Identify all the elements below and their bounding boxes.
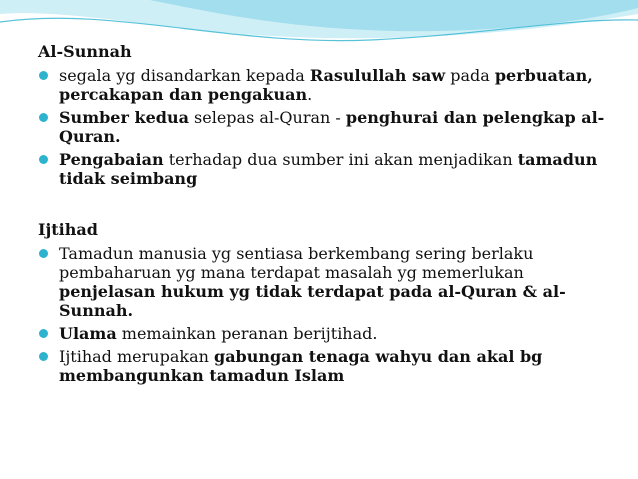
- bold-text: tamadun tidak seimbang: [59, 150, 598, 188]
- bold-text: gabungan tenaga wahyu dan akal bg membangunkan tamadun Islam: [59, 347, 543, 385]
- bullet-dot-icon: [39, 329, 48, 338]
- bullet-dot-icon: [39, 113, 48, 122]
- bullet-item: [38, 324, 623, 343]
- bullet-dot-icon: [39, 249, 48, 258]
- bullet-item: [38, 108, 623, 146]
- body-text: Ijtihad merupakan: [59, 347, 214, 366]
- body-text: pada: [445, 66, 495, 85]
- body-text: Tamadun manusia yg sentiasa berkembang sering berlaku pembaharuan yg mana terdapat masalah yg memerlukan: [59, 244, 534, 282]
- body-text: selepas al-Quran -: [188, 108, 346, 127]
- bold-text: perbuatan, percakapan dan pengakuan: [59, 66, 593, 104]
- bold-text: Sumber kedua: [59, 108, 189, 127]
- bullet-item: [38, 150, 623, 188]
- bullet-dot-icon: [39, 71, 48, 80]
- heading-ijtihad: Ijtihad: [38, 220, 98, 239]
- ijtihad-list: [38, 244, 623, 385]
- body-text: terhadap dua sumber ini akan menjadikan: [163, 150, 518, 169]
- bold-text: penghurai dan pelengkap al-Quran.: [59, 108, 605, 146]
- bullet-item: [38, 244, 623, 320]
- bold-text: Pengabaian: [59, 150, 164, 169]
- bullet-dot-icon: [39, 352, 48, 361]
- al-sunnah-list: [38, 66, 623, 188]
- heading-al-sunnah: Al-Sunnah: [38, 42, 132, 61]
- body-text: segala yg disandarkan kepada: [59, 66, 310, 85]
- bold-text: Ulama: [59, 324, 117, 343]
- body-text: memainkan peranan berijtihad.: [116, 324, 378, 343]
- bullet-item: [38, 66, 623, 104]
- bullet-item: [38, 347, 623, 385]
- bullet-dot-icon: [39, 155, 48, 164]
- bold-text: penjelasan hukum yg tidak terdapat pada al-Quran & al-Sunnah.: [59, 282, 566, 320]
- bold-text: Rasulullah saw: [309, 66, 446, 85]
- slide-content: [38, 42, 623, 385]
- body-text: .: [307, 85, 313, 104]
